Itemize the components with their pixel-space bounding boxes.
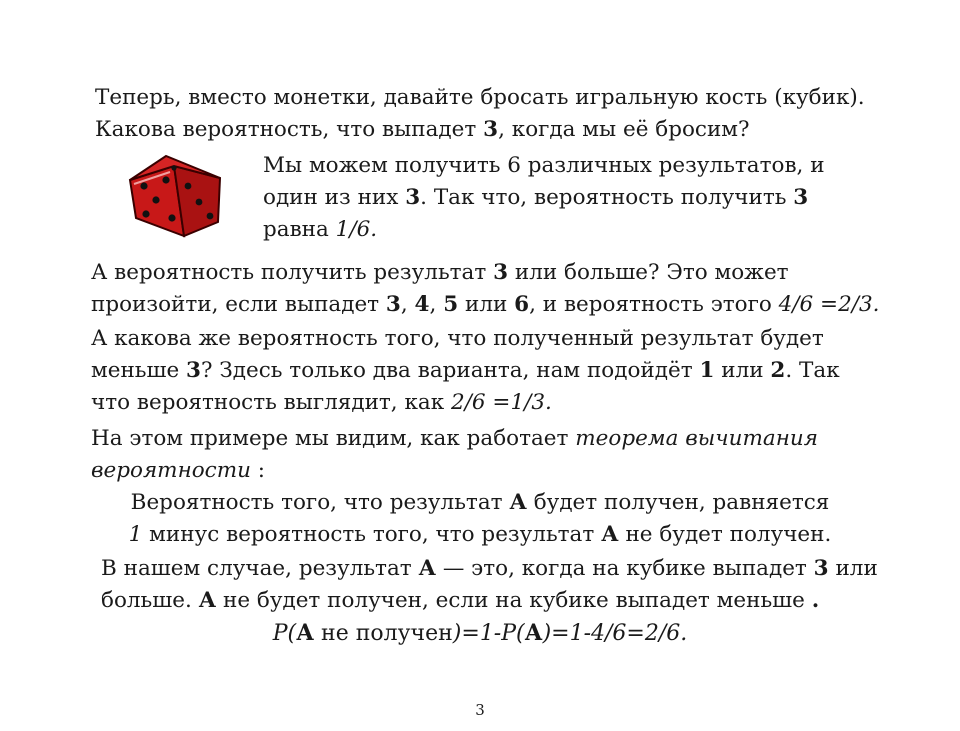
- text-segment: Какова вероятность, что выпадет: [95, 117, 484, 142]
- text-segment: один из них: [263, 185, 406, 210]
- text-segment: будет получен, равняется: [526, 490, 830, 515]
- text-segment: В нашем случае, результат: [101, 556, 419, 581]
- text-segment: не будет получен, если на кубике выпадет меньше: [216, 588, 812, 613]
- text-segment: или: [458, 292, 515, 317]
- formula-bold-letter: А: [296, 620, 315, 646]
- text-segment: ? Здесь только два варианта, нам подойдёт: [201, 358, 700, 383]
- bold-number: 1: [699, 358, 715, 383]
- dice-text-line-3: [263, 214, 377, 246]
- dice-pip: [196, 199, 203, 206]
- formula-line: [0, 617, 960, 650]
- text-segment: не будет получен.: [618, 522, 832, 547]
- bold-letter: А: [601, 522, 619, 547]
- bold-dot: .: [811, 588, 820, 613]
- more-than-3-line-1: [91, 257, 789, 289]
- intro-text: Теперь, вместо монетки, давайте бросать игральную кость (кубик).: [95, 85, 865, 110]
- dice-pip: [142, 210, 149, 217]
- formula-part: P(: [272, 621, 297, 646]
- our-case-line-1: [101, 553, 878, 585]
- dice-pip: [140, 182, 147, 189]
- less-than-3-line-1: [91, 323, 824, 355]
- dice-pip: [168, 214, 175, 221]
- text-segment: Вероятность того, что результат: [130, 490, 510, 515]
- less-than-3-line-3: [91, 387, 552, 419]
- italic-fraction: 1/6.: [335, 217, 378, 242]
- rule-line-2: [0, 519, 960, 551]
- bold-number: 5: [443, 292, 459, 317]
- intro-line-2: [95, 114, 750, 146]
- text-segment: А вероятность получить результат: [91, 260, 494, 285]
- theorem-intro-line-2: [91, 455, 265, 487]
- text-segment: ,: [429, 292, 444, 317]
- text-segment: больше.: [101, 588, 199, 613]
- more-than-3-line-2: [91, 289, 880, 321]
- formula-part: )=1-4/6=2/6.: [542, 621, 688, 646]
- theorem-name: вероятности: [91, 458, 251, 483]
- bold-number: 3: [186, 358, 201, 383]
- text-segment: , когда мы её бросим?: [498, 117, 750, 142]
- rule-line-1: [0, 487, 960, 519]
- bold-number: 2: [770, 358, 786, 383]
- text-segment: . Так что, вероятность получить: [420, 185, 794, 210]
- bold-number: 3: [813, 556, 829, 581]
- italic-number: 1: [128, 522, 143, 547]
- text-segment: меньше: [91, 358, 187, 383]
- bold-letter: А: [198, 588, 217, 613]
- theorem-name: теорема вычитания: [575, 426, 818, 451]
- italic-fraction: 2/6 =1/3.: [451, 390, 552, 415]
- bold-number: 3: [405, 185, 421, 210]
- text-segment: . Так: [785, 358, 840, 383]
- text-segment: или больше? Это может: [508, 260, 789, 285]
- bold-letter: А: [509, 490, 527, 515]
- bold-number: 3: [793, 185, 809, 210]
- dice-pip: [207, 213, 214, 220]
- dice-pip: [162, 176, 169, 183]
- text-segment: На этом примере мы видим, как работает: [91, 426, 576, 451]
- text-segment: :: [250, 458, 266, 483]
- text-segment: , и вероятность этого: [529, 292, 779, 317]
- dice-pip: [171, 165, 176, 170]
- our-case-line-2: [101, 585, 819, 617]
- dice-text-line-2: [263, 182, 808, 214]
- italic-fraction: 4/6 =2/3.: [778, 292, 880, 317]
- formula-bold-letter: А: [524, 620, 543, 646]
- formula-part: не получен: [314, 621, 453, 646]
- bold-letter: А: [418, 556, 437, 581]
- bold-number: 3: [493, 260, 509, 285]
- intro-line-1: [95, 82, 865, 114]
- text-segment: произойти, если выпадет: [91, 292, 386, 317]
- text-segment: или: [828, 556, 878, 581]
- text-segment: что вероятность выглядит, как: [91, 390, 451, 415]
- text-segment: А какова же вероятность того, что полученный результат будет: [91, 326, 824, 351]
- less-than-3-line-2: [91, 355, 840, 387]
- bold-number: 6: [514, 292, 530, 317]
- text-segment: равна: [263, 217, 336, 242]
- dice-text-line-1: [263, 150, 825, 182]
- theorem-intro-line-1: [91, 423, 818, 455]
- text-segment: Мы можем получить 6 различных результатов, и: [263, 153, 825, 178]
- page-number: 3: [475, 701, 485, 719]
- text-segment: ,: [400, 292, 415, 317]
- text-segment: минус вероятность того, что результат: [142, 522, 602, 547]
- dice-pip: [152, 196, 159, 203]
- bold-number: 3: [385, 292, 401, 317]
- text-segment: — это, когда на кубике выпадет: [436, 556, 814, 581]
- bold-number: 3: [483, 117, 499, 142]
- dice-pip: [185, 183, 192, 190]
- text-segment: или: [714, 358, 771, 383]
- bold-number: 4: [414, 292, 430, 317]
- red-dice-icon: [122, 152, 232, 252]
- formula-part: )=1-P(: [452, 621, 525, 646]
